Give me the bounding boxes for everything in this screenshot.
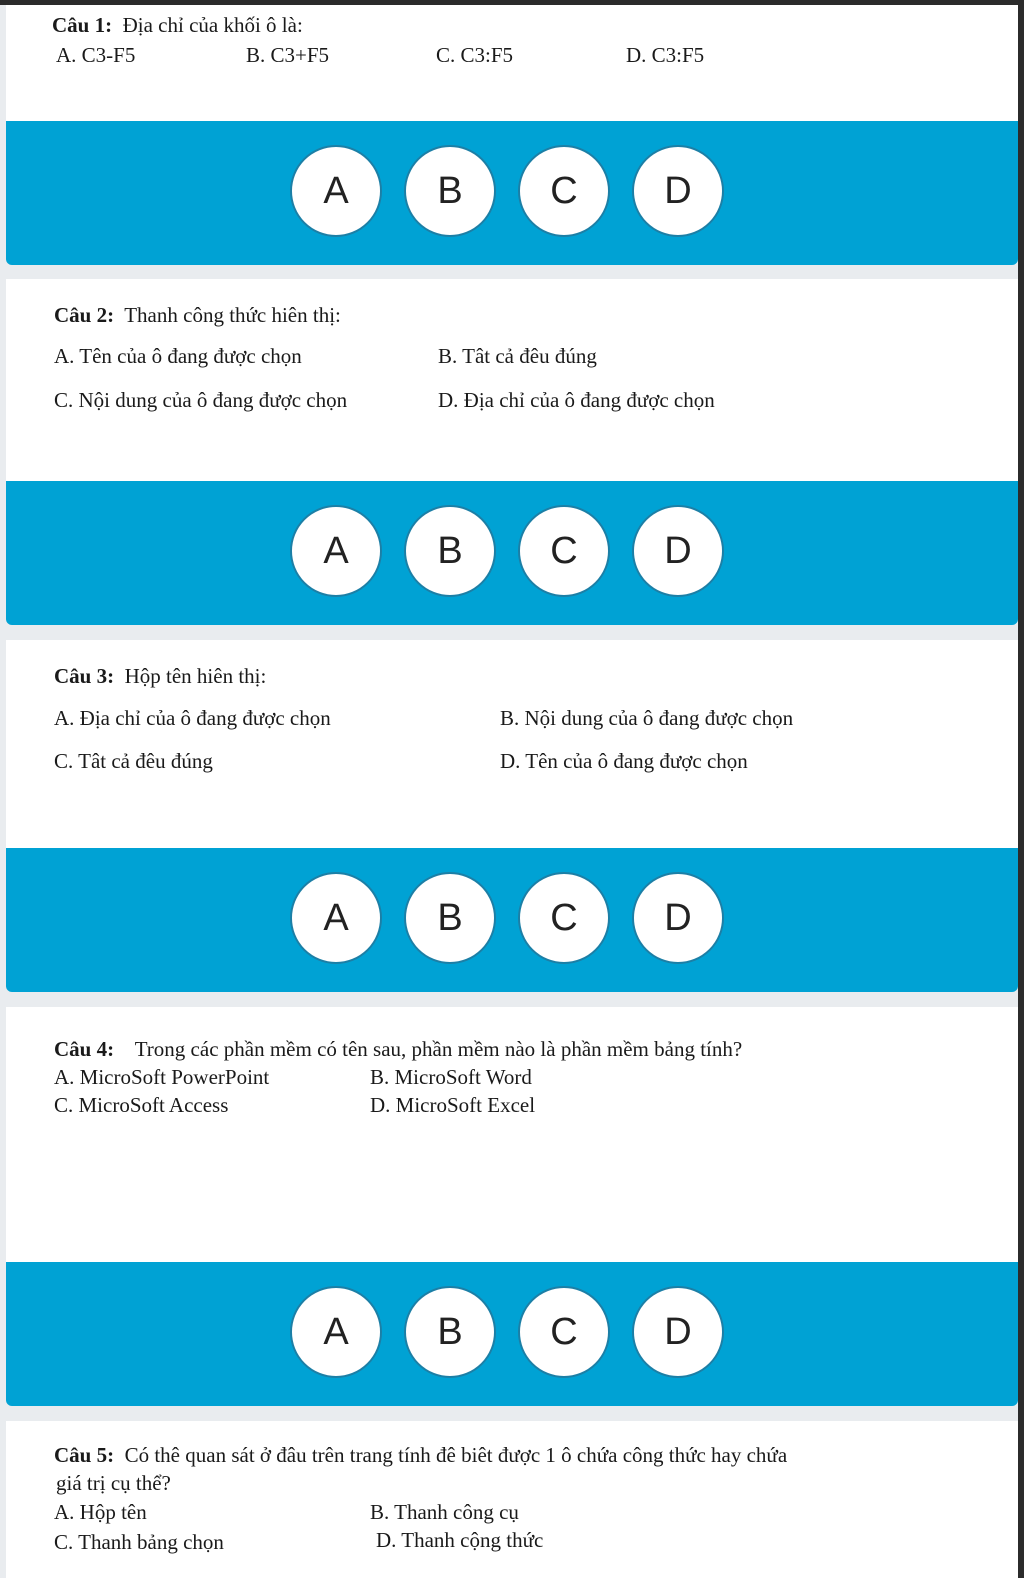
answer-d-button[interactable]: D xyxy=(632,505,724,597)
question-text: Trong các phần mềm có tên sau, phần mềm nào là phần mềm bảng tính? xyxy=(134,1037,743,1061)
answer-c-button[interactable]: C xyxy=(518,1286,610,1378)
question-5-prompt-continued: giá trị cụ thể? xyxy=(56,1471,171,1495)
answer-c-button[interactable]: C xyxy=(518,145,610,237)
option-d: D. Thanh cộng thức xyxy=(376,1528,544,1552)
option-d: D. Tên của ô đang được chọn xyxy=(500,749,748,773)
answer-b-button[interactable]: B xyxy=(404,145,496,237)
question-4-prompt xyxy=(54,1037,742,1062)
question-3-prompt xyxy=(54,664,266,689)
option-a: A. MicroSoft PowerPoint xyxy=(54,1065,270,1089)
question-text: Thanh công thức hiên thị: xyxy=(124,303,341,327)
answer-band-3 xyxy=(6,848,1018,992)
option-b: B. Thanh công cụ xyxy=(370,1500,519,1524)
question-5-prompt xyxy=(54,1443,787,1468)
option-a: A. C3-F5 xyxy=(56,43,136,67)
answer-b-button[interactable]: B xyxy=(404,1286,496,1378)
right-border xyxy=(1018,0,1024,1578)
answer-a-button[interactable]: A xyxy=(290,872,382,964)
option-c: C. Nội dung của ô đang được chọn xyxy=(54,388,348,412)
question-card-3 xyxy=(6,640,1018,848)
option-a: A. Địa chỉ của ô đang được chọn xyxy=(54,706,331,730)
answer-d-button[interactable]: D xyxy=(632,145,724,237)
question-number: Câu 5: xyxy=(54,1443,115,1467)
question-card-1 xyxy=(6,5,1018,121)
answer-band-4 xyxy=(6,1262,1018,1406)
option-c: C. Thanh bảng chọn xyxy=(54,1530,224,1554)
option-b: B. C3+F5 xyxy=(246,43,330,67)
option-c: C. Tât cả đêu đúng xyxy=(54,749,213,773)
answer-a-button[interactable]: A xyxy=(290,1286,382,1378)
answer-b-button[interactable]: B xyxy=(404,872,496,964)
question-card-2 xyxy=(6,279,1018,481)
answer-d-button[interactable]: D xyxy=(632,1286,724,1378)
answer-b-button[interactable]: B xyxy=(404,505,496,597)
answer-a-button[interactable]: A xyxy=(290,145,382,237)
question-number: Câu 4: xyxy=(54,1037,115,1061)
option-b: B. Tât cả đêu đúng xyxy=(438,344,597,368)
option-b: B. MicroSoft Word xyxy=(370,1065,532,1089)
option-a: A. Hộp tên xyxy=(54,1500,147,1524)
option-d: D. MicroSoft Excel xyxy=(370,1093,536,1117)
question-1-prompt xyxy=(52,13,303,38)
option-d: D. C3:F5 xyxy=(626,43,705,67)
question-number: Câu 3: xyxy=(54,664,115,688)
option-c: C. C3:F5 xyxy=(436,43,514,67)
option-c: C. MicroSoft Access xyxy=(54,1093,229,1117)
answer-a-button[interactable]: A xyxy=(290,505,382,597)
question-2-prompt xyxy=(54,303,341,328)
question-text: Địa chỉ của khối ô là: xyxy=(122,13,303,37)
question-number: Câu 2: xyxy=(54,303,115,327)
answer-c-button[interactable]: C xyxy=(518,505,610,597)
option-a: A. Tên của ô đang được chọn xyxy=(54,344,302,368)
question-card-4 xyxy=(6,1007,1018,1262)
answer-d-button[interactable]: D xyxy=(632,872,724,964)
question-text: Có thê quan sát ở đâu trên trang tính đê biêt được 1 ô chứa công thức hay chứa xyxy=(124,1443,788,1467)
question-card-5 xyxy=(6,1421,1018,1578)
answer-c-button[interactable]: C xyxy=(518,872,610,964)
option-b: B. Nội dung của ô đang được chọn xyxy=(500,706,794,730)
question-number: Câu 1: xyxy=(52,13,113,37)
answer-band-1 xyxy=(6,121,1018,265)
answer-band-2 xyxy=(6,481,1018,625)
question-text: Hộp tên hiên thị: xyxy=(124,664,267,688)
option-d: D. Địa chỉ của ô đang được chọn xyxy=(438,388,715,412)
